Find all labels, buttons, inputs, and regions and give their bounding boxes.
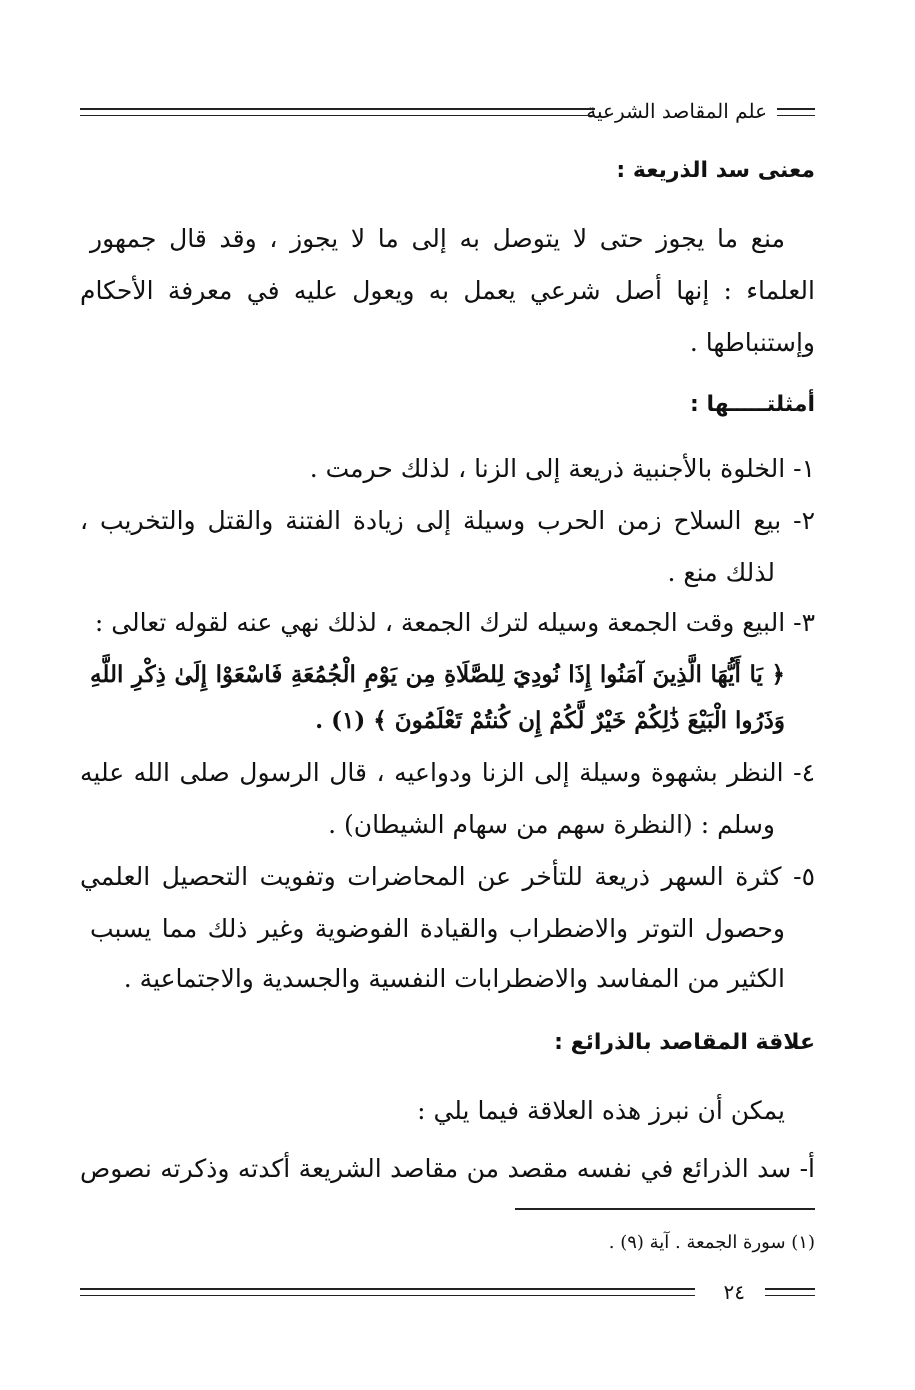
example-line-11: الكثير من المفاسد والاضطرابات النفسية والجسدية والاجتماعية .: [123, 964, 785, 993]
example-line-8: وسلم : (النظرة سهم من سهام الشيطان) .: [328, 810, 775, 839]
example-line-10: وحصول التوتر والاضطراب والقيادة الفوضوية وغير ذلك مما يسبب: [90, 914, 785, 943]
footnote: (١) سورة الجمعة . آية (٩) .: [608, 1232, 815, 1253]
running-header: [80, 96, 815, 126]
meaning-line-2: العلماء : إنها أصل شرعي يعمل به ويعول عليه في معرفة الأحكام: [80, 276, 815, 305]
page-footer: [80, 1278, 815, 1308]
example-line-9: ٥- كثرة السهر ذريعة للتأخر عن المحاضرات وتفويت التحصيل العلمي: [80, 862, 815, 891]
quran-verse-line-1: ﴿ يَا أَيُّهَا الَّذِينَ آمَنُوا إِذَا نُودِيَ لِلصَّلَاةِ مِن يَوْمِ الْجُمُعَةِ فَاسْعَوْا إِلَىٰ ذِكْرِ اللَّهِ: [90, 661, 785, 688]
footer-rule-right: [765, 1288, 815, 1296]
header-rule-right: [777, 108, 815, 116]
examples-heading: أمثلتـــــها :: [690, 392, 815, 417]
page-number: ٢٤: [723, 1280, 745, 1304]
header-rule-left: [80, 108, 595, 116]
meaning-heading: معنى سد الذريعة :: [616, 158, 815, 183]
footer-rule-left: [80, 1288, 695, 1296]
relation-line-2: أ- سد الذرائع في نفسه مقصد من مقاصد الشريعة أكدته وذكرته نصوص: [80, 1154, 815, 1183]
footnote-separator: [515, 1208, 815, 1210]
example-line-4: ٣- البيع وقت الجمعة وسيله لترك الجمعة ، لذلك نهي عنه لقوله تعالى :: [94, 608, 815, 637]
example-line-7: ٤- النظر بشهوة وسيلة إلى الزنا ودواعيه ، قال الرسول صلى الله عليه: [80, 758, 815, 787]
relation-line-1: يمكن أن نبرز هذه العلاقة فيما يلي :: [417, 1096, 785, 1125]
example-line-3: لذلك منع .: [667, 558, 775, 587]
meaning-line-3: وإستنباطها .: [689, 328, 815, 357]
example-line-2: ٢- بيع السلاح زمن الحرب وسيلة إلى زيادة الفتنة والقتل والتخريب ،: [80, 506, 815, 535]
relation-heading: علاقة المقاصد بالذرائع :: [554, 1030, 815, 1055]
header-title: علم المقاصد الشرعية: [586, 99, 767, 123]
example-line-1: ١- الخلوة بالأجنبية ذريعة إلى الزنا ، لذلك حرمت .: [309, 454, 815, 483]
meaning-line-1: منع ما يجوز حتى لا يتوصل به إلى ما لا يجوز ، وقد قال جمهور: [90, 224, 785, 253]
quran-verse-line-2: وَذَرُوا الْبَيْعَ ذَٰلِكُمْ خَيْرٌ لَّكُمْ إِن كُنتُمْ تَعْلَمُونَ ﴾ (١) .: [315, 707, 785, 734]
